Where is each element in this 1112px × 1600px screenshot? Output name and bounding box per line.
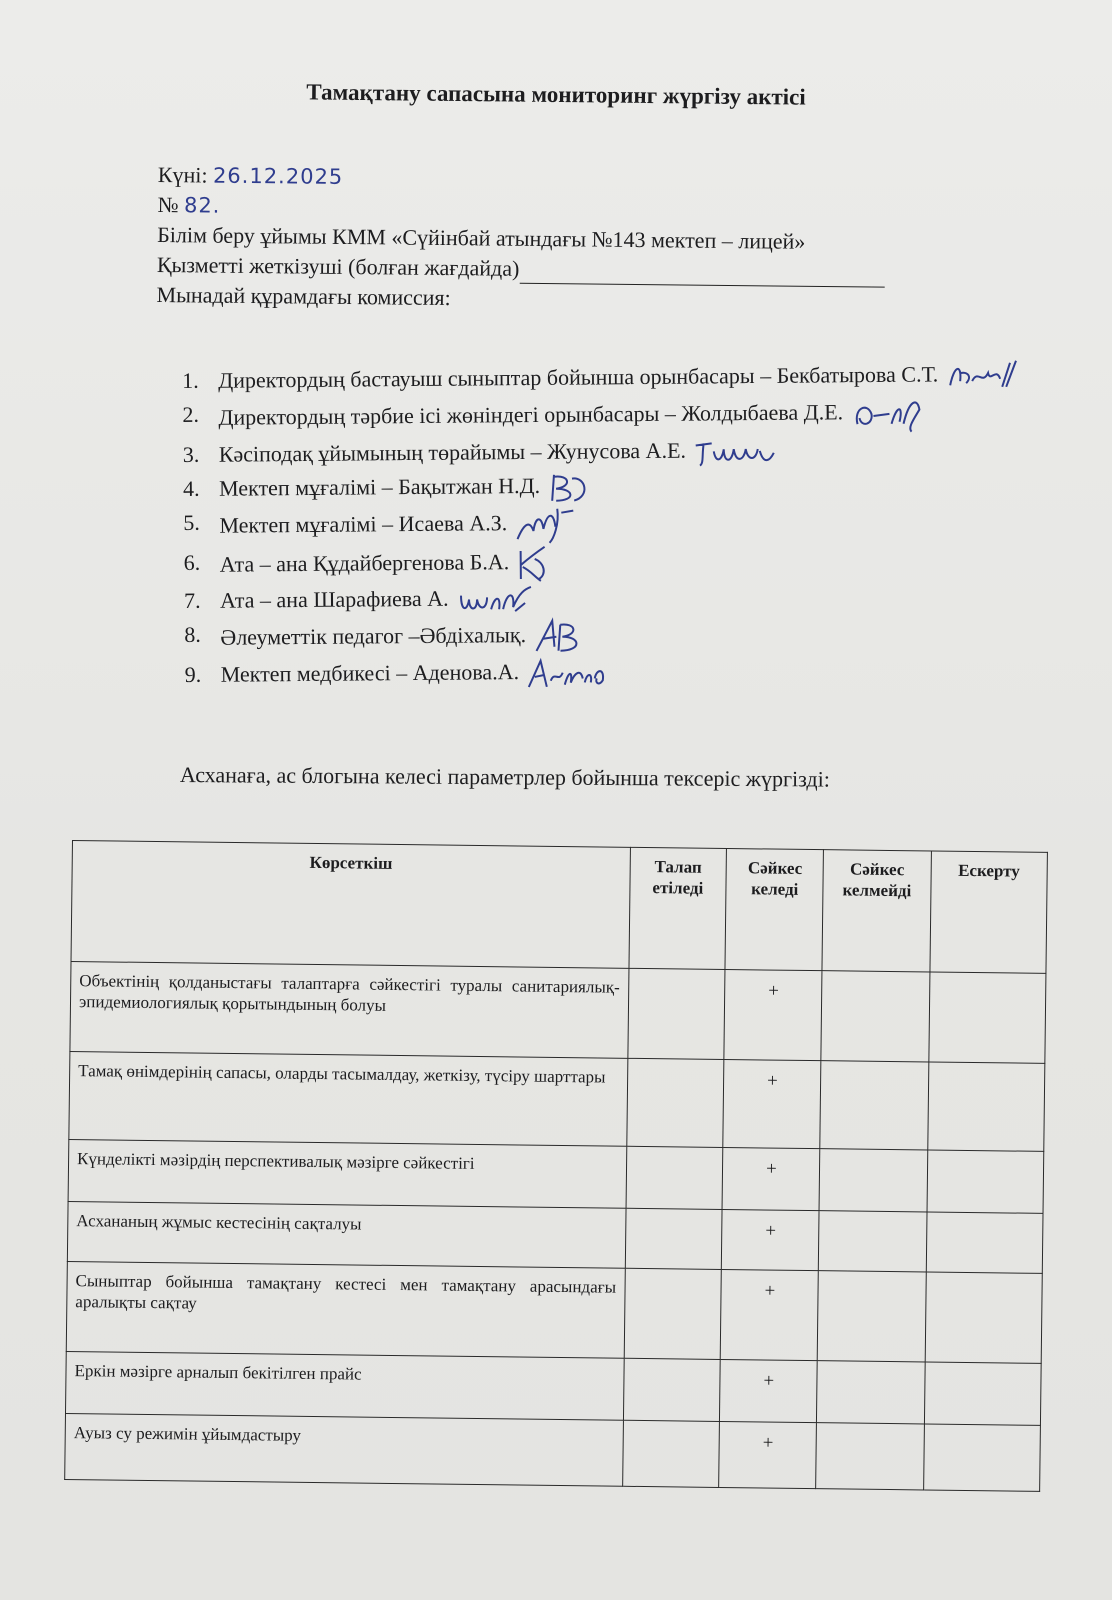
note-cell <box>928 972 1045 1063</box>
member-number: 7. <box>183 587 201 613</box>
organization-line: Білім беру ұйымы КММ «Сүйінбай атындағы №143 мектеп – лицей» <box>157 221 806 254</box>
member-text: Мектеп мұғалімі – Бақытжан Н.Д. <box>218 472 541 501</box>
member-number: 1. <box>182 367 199 393</box>
header-match: Сәйкес келеді <box>725 849 823 971</box>
match-cell: + <box>724 969 822 1060</box>
header-required: Талап етіледі <box>628 847 726 969</box>
member-text: Мектеп мұғалімі – Исаева А.З. <box>219 510 508 538</box>
member-text: Мектеп медбикесі – Аденова.А. <box>220 659 520 687</box>
header-note: Ескерту <box>930 851 1048 973</box>
indicator-cell: Асхананың жұмыс кестесінің сақталуы <box>67 1201 625 1268</box>
member-text: Директордың тәрбие ісі жөніндегі орынбасары – Жолдыбаева Д.Е. <box>218 399 844 430</box>
supplier-label: Қызметті жеткізуші (болған жағдайда) <box>156 251 520 281</box>
indicator-cell: Объектінің қолданыстағы талаптарға сәйкестігі туралы санитариялық-эпидемиологиялық қорытындының болуы <box>70 961 629 1058</box>
member-number: 9. <box>184 661 202 687</box>
number-value: 82. <box>183 193 221 218</box>
member-text: Ата – ана Құдайбергенова Б.А. <box>219 549 510 577</box>
mismatch-cell <box>817 1361 925 1424</box>
note-cell <box>927 1150 1044 1213</box>
indicator-cell: Ауыз су режимін ұйымдастыру <box>65 1413 623 1486</box>
note-cell <box>925 1272 1042 1363</box>
mismatch-cell <box>820 1061 928 1150</box>
commission-members-list <box>182 358 1085 694</box>
supplier-blank-line <box>519 261 884 288</box>
table-row <box>66 1261 1042 1363</box>
required-cell <box>625 1208 723 1269</box>
indicator-cell: Еркін мәзірге арналып бекітілген прайс <box>65 1351 623 1420</box>
table-row <box>69 1051 1045 1151</box>
indicator-cell: Тамақ өнімдерінің сапасы, оларды тасымалдау, жеткізу, түсіру шарттары <box>69 1051 628 1146</box>
required-cell <box>622 1420 720 1487</box>
required-cell <box>624 1268 722 1359</box>
mismatch-cell <box>819 1211 927 1272</box>
required-cell <box>623 1358 721 1421</box>
date-value: 26.12.2025 <box>212 163 344 189</box>
member-number: 5. <box>183 509 200 535</box>
member-number: 4. <box>182 475 200 501</box>
table-header-row <box>71 841 1047 974</box>
mismatch-cell <box>819 1149 927 1212</box>
signature-icon <box>454 583 536 618</box>
number-label: № <box>157 191 179 218</box>
signature-icon <box>849 394 923 435</box>
indicator-cell: Күнделікті мәзірдің перспективалық мәзірге сәйкестігі <box>68 1139 626 1208</box>
match-cell: + <box>722 1209 820 1270</box>
member-text: Кәсіподақ ұйымының төрайымы – Жунусова А.Е. <box>218 437 687 467</box>
signature-icon <box>692 435 778 470</box>
signature-icon <box>546 470 592 504</box>
member-number: 2. <box>182 401 200 427</box>
required-cell <box>626 1146 724 1209</box>
mismatch-cell <box>818 1271 926 1362</box>
table-row <box>65 1413 1041 1491</box>
member-text: Директордың бастауыш сыныптар бойынша орынбасары – Бекбатырова С.Т. <box>218 361 939 393</box>
inspection-table-wrapper <box>64 840 1048 1492</box>
match-cell: + <box>722 1147 820 1210</box>
signature-icon <box>944 359 1024 394</box>
required-cell <box>627 968 725 1059</box>
mismatch-cell <box>816 1423 924 1490</box>
list-item <box>185 652 1085 694</box>
match-cell: + <box>720 1359 818 1422</box>
member-number: 6. <box>183 549 201 575</box>
indicator-cell: Сыныптар бойынша тамақтану кестесі мен тамақтану арасындағы аралықты сақтау <box>66 1261 625 1358</box>
note-cell <box>924 1362 1041 1425</box>
member-number: 3. <box>182 441 200 467</box>
member-text: Әлеуметтік педагог –Әбдіхалық. <box>220 622 527 650</box>
header-block <box>156 160 988 319</box>
date-label: Күні: <box>157 161 208 188</box>
header-indicator: Көрсеткіш <box>71 841 630 969</box>
document-title: Тамақтану сапасына мониторинг жүргізу актісі <box>306 79 806 110</box>
header-mismatch: Сәйкес келмейді <box>822 850 931 972</box>
required-cell <box>626 1058 724 1147</box>
signature-icon <box>525 656 611 691</box>
note-cell <box>923 1424 1040 1491</box>
match-cell: + <box>719 1421 817 1488</box>
signature-icon <box>515 545 555 583</box>
note-cell <box>926 1212 1043 1273</box>
commission-line: Мынадай құрамдағы комиссия: <box>156 281 451 311</box>
note-cell <box>927 1062 1044 1151</box>
signature-icon <box>532 616 588 656</box>
inspection-intro: Асханаға, ас блогына келесі параметрлер бойынша тексеріс жүргізді: <box>179 762 830 792</box>
table-row <box>70 961 1046 1063</box>
member-number: 8. <box>184 621 201 647</box>
signature-icon <box>513 505 577 546</box>
match-cell: + <box>723 1059 821 1148</box>
match-cell: + <box>721 1269 819 1360</box>
member-text: Ата – ана Шарафиева А. <box>219 585 449 613</box>
inspection-table <box>64 840 1048 1492</box>
mismatch-cell <box>821 971 929 1062</box>
